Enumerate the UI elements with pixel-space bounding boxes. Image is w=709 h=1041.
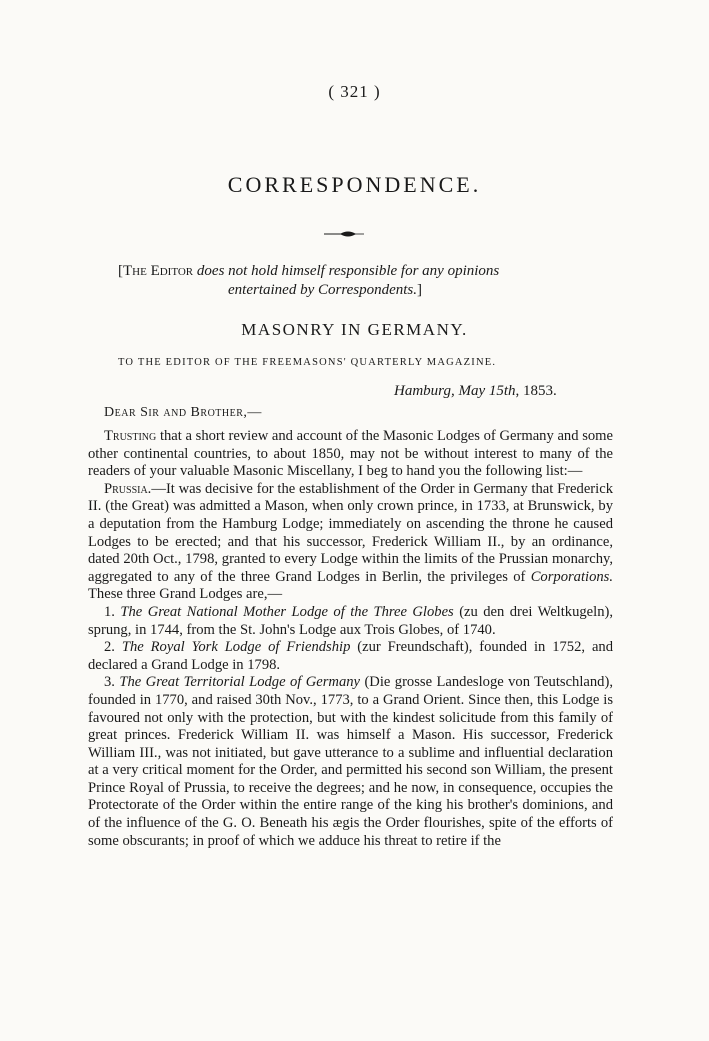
- list-item: 2. The Royal York Lodge of Friendship (zur Freundschaft), founded in 1752, and declared a Grand Lodge in 1798.: [88, 639, 614, 673]
- editor-disclaimer: [118, 262, 608, 300]
- article-title: MASONRY IN GERMANY.: [241, 320, 468, 339]
- list-item: 1. The Great National Mother Lodge of the Three Globes (zu den drei Weltkugeln), sprung, in 1744, from the St. John's Lodge aux Trois Globes, of 1740.: [88, 603, 614, 638]
- salutation: Dear Sir and Brother,—: [104, 405, 262, 420]
- disclaimer-line-2: entertained by Correspondents.]: [228, 282, 423, 298]
- disclaimer-line-1: [The Editor does not hold himself responsible for any opinions: [118, 263, 500, 279]
- page-title: CORRESPONDENCE.: [227, 172, 482, 197]
- letter-body: [88, 428, 613, 850]
- paragraph-prussia: Prussia.—It was decisive for the establishment of the Order in Germany that Frederick II. (the Great) was admitted a Mason, when only crown prince, in 1733, at Brunswick, by a deputation from the Hamburg Lodge; immediately on ascending the throne he caused Lodges to be erected; and that his successor, Frederick William II., by an ordinance, dated 20th Oct., 1798, granted to every Lodge within the limits of the Prussian monarchy, aggregated to any of the three Grand Lodges in Berlin, the privileges of Corporations. These three Grand Lodges are,—: [88, 480, 613, 603]
- addressee-line: TO THE EDITOR OF THE FREEMASONS' QUARTERLY MAGAZINE.: [118, 357, 497, 368]
- list-item: 3. The Great Territorial Lodge of Germany (Die grosse Landesloge von Teutschland), founded in 1770, and raised 30th Nov., 1773, to a Grand Orient. Since then, this Lodge is favoured not only with the protection, but with the kindest solicitude from this family of great princes. Frederick William II. was himself a Mason. His successor, Frederick William III., was not initiated, but gave utterance to a sublime and influential declaration at a very critical moment for the Order, and permitted his second son William, the present Prince Royal of Prussia, to receive the degrees; and he now, in consequence, occupies the Protectorate of the Order within the entire range of the king his brother's dominions, and of the influence of the G. O. Beneath his ægis the Order flourishes, spite of the efforts of some obscurants; in proof of which we adduce his threat to retire if the: [88, 674, 613, 849]
- dateline: Hamburg, May 15th, 1853.: [394, 383, 557, 399]
- divider-ornament: [322, 228, 366, 240]
- the-editor-label: The Editor: [123, 263, 194, 279]
- paragraph-intro: Trusting that a short review and account of the Masonic Lodges of Germany and some other continental countries, to about 1850, may not be without interest to many of the readers of your valuable Masonic Miscellany, I beg to hand you the following list:—: [88, 428, 613, 480]
- page-number: ( 321 ): [328, 82, 381, 101]
